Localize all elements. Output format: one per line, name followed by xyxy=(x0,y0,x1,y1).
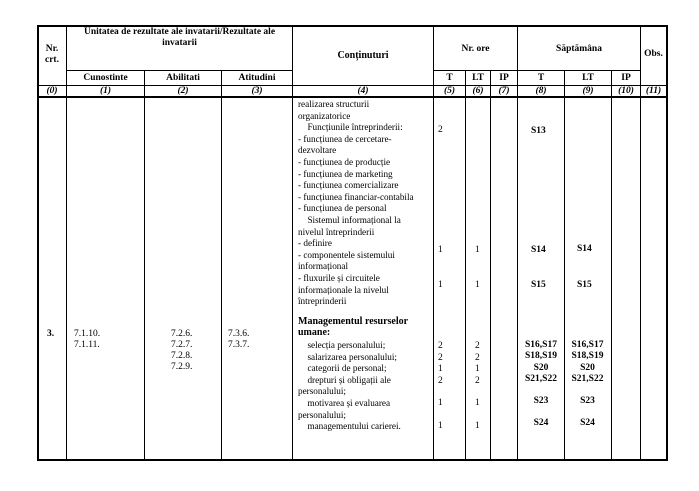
content-line: informațional xyxy=(298,261,349,272)
header-obs: Obs. xyxy=(644,49,663,59)
col-line-10 xyxy=(611,70,612,461)
content-line: dezvoltare xyxy=(298,145,337,156)
col-line-6 xyxy=(465,70,466,461)
rule-subheader xyxy=(66,70,292,71)
content-line: - funcțiunea de personal xyxy=(298,203,387,214)
hours-t: 1 xyxy=(438,420,443,431)
week-t: S18,S19 xyxy=(525,351,557,362)
week-t: S15 xyxy=(531,280,546,290)
content-line: Funcțiunile întreprinderii: xyxy=(298,122,394,133)
content-line: nivelul întreprinderii xyxy=(298,226,375,237)
col-line-3 xyxy=(221,70,222,461)
cunostinte-code: 7.1.11. xyxy=(74,340,100,350)
atitudini-code: 7.3.6. xyxy=(228,329,250,339)
week-t: S14 xyxy=(531,245,546,255)
index-9: (9) xyxy=(582,86,594,96)
content-line: drepturi și obligații ale xyxy=(298,374,382,385)
week-lt: S20 xyxy=(580,362,595,373)
week-lt: S18,S19 xyxy=(571,351,604,362)
hours-lt: 2 xyxy=(475,375,480,386)
week-t-list xyxy=(518,340,564,430)
week-t: S16,S17 xyxy=(525,340,557,350)
index-6: (6) xyxy=(472,86,484,96)
row-number: 3. xyxy=(47,329,55,339)
hours-t: 2 xyxy=(438,352,443,363)
content-line: selecția personalului; xyxy=(298,340,376,350)
header-ip-sapt: IP xyxy=(621,73,631,83)
content-line: informaționale la nivelul xyxy=(298,284,389,295)
hours-lt: 2 xyxy=(475,341,480,351)
week-t: S20 xyxy=(533,362,549,373)
content-line: - funcțiunea de producție xyxy=(298,156,391,167)
hours-lt: 1 xyxy=(475,245,480,255)
header-t-sapt: T xyxy=(537,73,545,83)
hours-lt-list xyxy=(475,341,480,433)
header-cunostinte: Cunostinte xyxy=(83,73,128,83)
week-t: S23 xyxy=(533,396,549,407)
content-line: motivarea și evaluarea xyxy=(298,397,381,408)
col-line-7 xyxy=(490,70,491,461)
content-line: întreprinderii xyxy=(298,296,347,307)
index-0: (0) xyxy=(46,86,58,96)
index-10: (10) xyxy=(618,86,634,96)
index-4: (4) xyxy=(357,86,369,96)
week-lt: S16,S17 xyxy=(571,340,604,350)
index-8: (8) xyxy=(535,86,547,96)
index-7: (7) xyxy=(498,86,510,96)
week-lt-list xyxy=(564,340,611,430)
content-line: - fluxurile și circuitele xyxy=(298,272,380,283)
week-t: S13 xyxy=(531,126,546,136)
section-title-line: Managementul resurselor xyxy=(298,316,409,327)
table-border-right xyxy=(666,25,668,461)
header-t-ore: T xyxy=(446,73,453,83)
content-line: - funcțiunea comercializare xyxy=(298,180,399,191)
abilitati-code: 7.2.9. xyxy=(171,362,193,372)
content-list xyxy=(298,99,414,308)
cunostinte-list xyxy=(74,329,100,351)
header-continuturi: Conținuturi xyxy=(337,50,389,61)
content-line: managementului carierei. xyxy=(298,421,392,432)
hours-lt: 2 xyxy=(475,352,480,363)
index-2: (2) xyxy=(177,86,189,96)
hours-t: 1 xyxy=(438,245,443,255)
content-line: personalului; xyxy=(298,409,346,420)
content-line: realizarea structurii xyxy=(298,99,370,109)
content-line: Sistemul informațional la xyxy=(298,214,392,225)
content-line: personalului; xyxy=(298,386,346,397)
section-management-list xyxy=(298,340,401,433)
section-management-title xyxy=(298,316,408,338)
hours-t: 2 xyxy=(438,125,443,135)
header-atitudini: Atitudini xyxy=(238,73,276,83)
hours-lt: 1 xyxy=(475,398,480,409)
week-lt: S15 xyxy=(577,280,592,290)
header-saptamana: Săptămâna xyxy=(556,44,602,54)
header-lt-sapt: LT xyxy=(582,73,594,83)
hours-lt: 1 xyxy=(475,364,480,375)
header-learning-units xyxy=(67,27,292,49)
hours-t: 1 xyxy=(438,280,443,290)
index-3: (3) xyxy=(251,86,263,96)
abilitati-code: 7.2.8. xyxy=(171,351,193,361)
atitudini-code: 7.3.7. xyxy=(228,340,250,350)
content-line: - funcțiunea de marketing xyxy=(298,168,393,179)
header-learning-units-line2: invatarii xyxy=(162,38,197,48)
content-line: categorii de personal; xyxy=(298,363,378,374)
header-nr-ore: Nr. ore xyxy=(461,44,490,54)
week-lt: S21,S22 xyxy=(571,373,604,384)
content-line: salarizarea personalului; xyxy=(298,351,388,362)
hours-t: 2 xyxy=(438,375,443,386)
week-lt: S14 xyxy=(577,244,592,254)
week-lt: S23 xyxy=(580,396,595,407)
header-ip-ore: IP xyxy=(499,73,509,83)
header-crt-line: crt. xyxy=(45,55,59,65)
index-5: (5) xyxy=(443,86,456,96)
hours-t: 1 xyxy=(438,398,443,409)
header-lt-ore: LT xyxy=(472,73,484,83)
table-border-bottom xyxy=(37,459,667,461)
index-1: (1) xyxy=(99,86,112,96)
section-title-line: umane: xyxy=(298,327,331,338)
content-line: - componentele sistemului xyxy=(298,249,395,260)
atitudini-list xyxy=(228,329,249,351)
header-nr-line: Nr. xyxy=(45,44,59,54)
col-line-2 xyxy=(144,70,145,461)
hours-lt: 1 xyxy=(475,280,480,290)
content-line: organizatorice xyxy=(298,110,351,121)
abilitati-code: 7.2.6. xyxy=(171,329,193,339)
hours-t: 2 xyxy=(438,341,443,351)
week-lt: S24 xyxy=(580,418,595,429)
hours-lt: 1 xyxy=(475,420,480,431)
header-learning-units-line1: Unitatea de rezultate ale invatarii/Rezultate ale xyxy=(83,27,276,37)
abilitati-list xyxy=(171,329,192,373)
content-line: - definire xyxy=(298,238,332,249)
abilitati-code: 7.2.7. xyxy=(171,340,193,350)
content-line: - funcțiunea financiar-contabila xyxy=(298,191,414,202)
index-11: (11) xyxy=(645,86,662,96)
week-t: S24 xyxy=(533,418,549,429)
week-t: S21,S22 xyxy=(525,373,557,384)
cunostinte-code: 7.1.10. xyxy=(74,329,101,339)
header-nr-crt xyxy=(38,44,66,66)
content-line: - funcțiunea de cercetare- xyxy=(298,133,392,144)
hours-t: 1 xyxy=(438,364,443,375)
header-abilitati: Abilitati xyxy=(166,73,200,83)
hours-t-list xyxy=(438,341,443,433)
